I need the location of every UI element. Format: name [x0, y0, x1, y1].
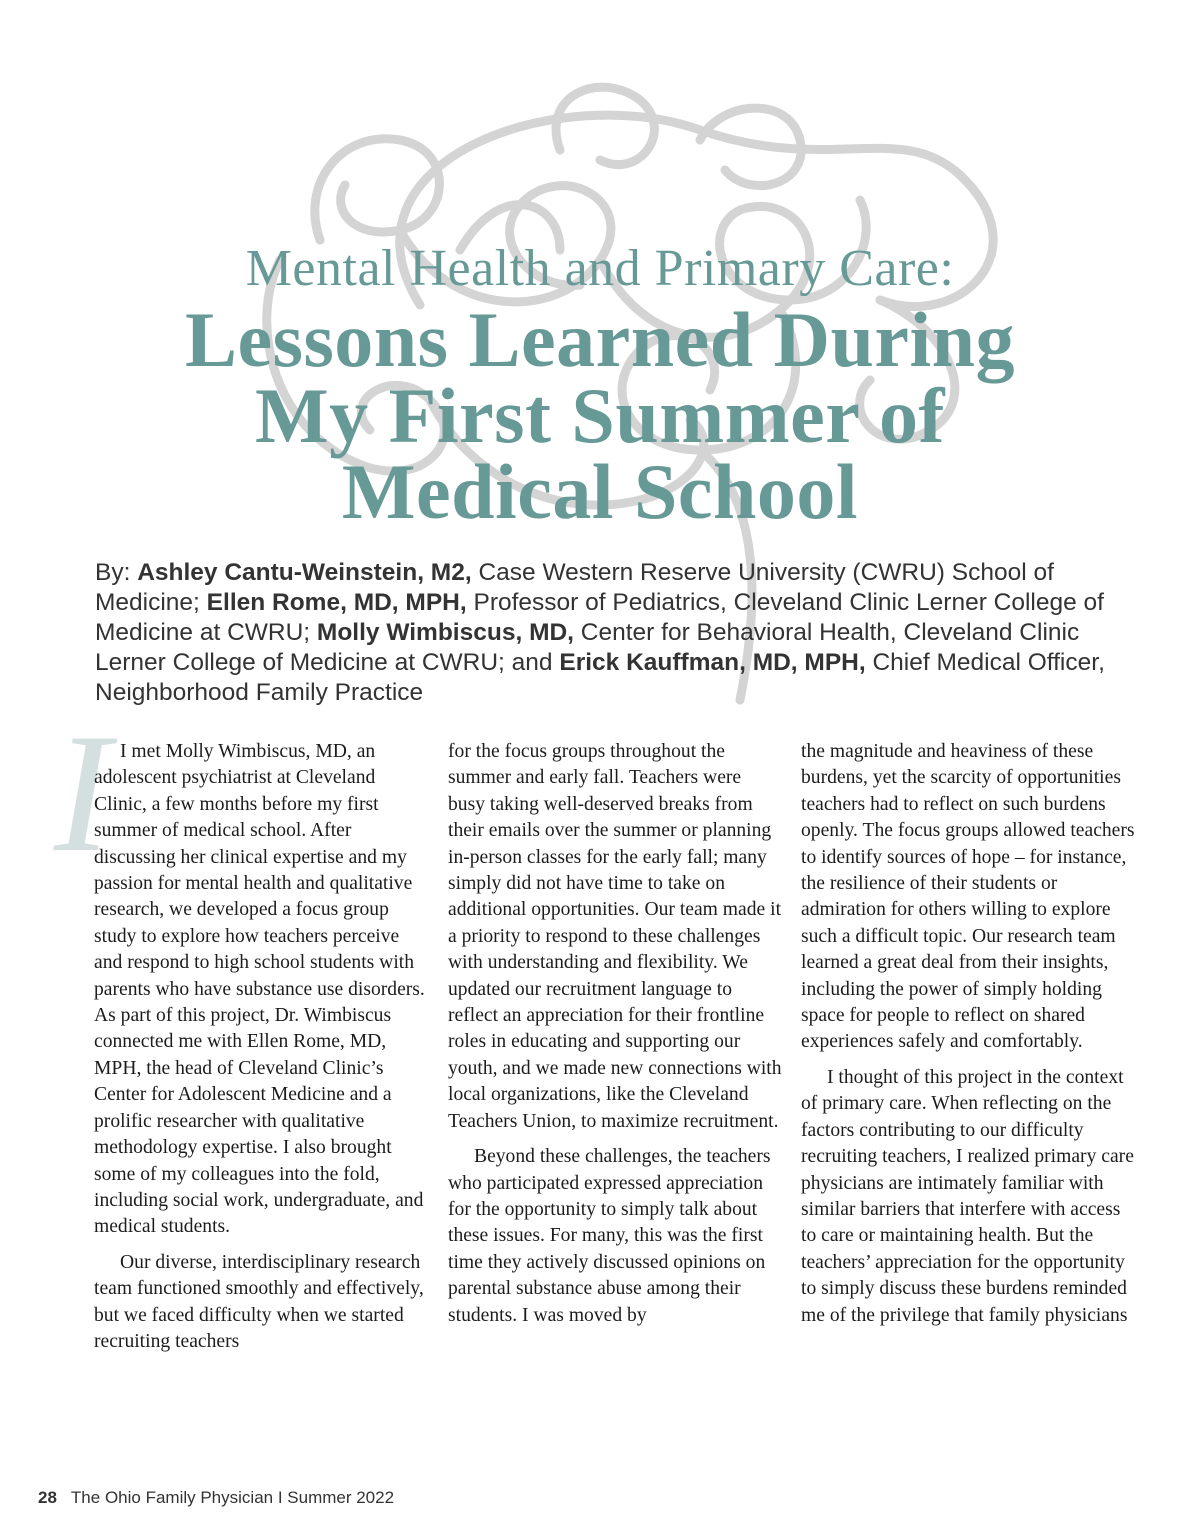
body-paragraph: the magnitude and heaviness of these burdens, yet the scarcity of opportunities teachers had to reflect on such burdens openly. The focus groups allowed teachers to identify sources of hope – for instance, the resilience of their students or admiration for others willing to explore such a difficult topic. Our research team learned a great deal from their insights, including the power of simply holding space for people to reflect on shared experiences safely and comfortably. — [801, 741, 1135, 1053]
body-paragraph: I thought of this project in the context of primary care. When reflecting on the factors contributing to our difficulty recruiting teachers, I realized primary care physicians are intimately familiar with similar barriers that interfere with access to care or maintaining health. But the teachers’ appreciation for the opportunity to simply discuss these burdens reminded me of the privilege that family physicians — [801, 1066, 1134, 1326]
page-footer — [38, 1488, 394, 1508]
body-column-3 — [801, 739, 1136, 1338]
article-headline — [60, 296, 1140, 535]
page-number: 28 — [38, 1488, 57, 1507]
headline-line: Lessons Learned During — [184, 296, 1016, 383]
headline-line: My First Summer of — [255, 372, 945, 459]
byline-prefix: By: — [95, 559, 138, 586]
author-name: Ellen Rome, MD, MPH, — [206, 589, 467, 616]
article-title-block — [60, 240, 1140, 535]
body-column-2 — [448, 739, 783, 1338]
article-kicker: Mental Health and Primary Care: — [245, 240, 955, 297]
author-affiliation: Center for Behavioral Health, Cleveland Clinic Lerner College of Medicine at CWRU; and — [95, 619, 1080, 676]
body-column-1 — [94, 739, 429, 1364]
drop-cap-letter: I — [54, 699, 111, 887]
author-affiliation: Case Western Reserve University (CWRU) School of Medicine; — [95, 559, 1054, 616]
author-name: Erick Kauffman, MD, MPH, — [559, 649, 866, 676]
author-name: Molly Wimbiscus, MD, — [316, 619, 574, 646]
headline-line: Medical School — [341, 448, 859, 535]
body-paragraph: for the focus groups throughout the summer and early fall. Teachers were busy taking well-deserved breaks from their emails over the summer or planning in-person classes for the early fall; many simply did not have time to take on additional opportunities. Our team made it a priority to respond to these challenges with understanding and flexibility. We updated our recruitment language to reflect an appreciation for their frontline roles in educating and supporting our youth, and we made new connections with local organizations, like the Cleveland Teachers Union, to maximize recruitment. — [448, 741, 782, 1132]
body-paragraph: Our diverse, interdisciplinary research team functioned smoothly and effectively, but we faced difficulty when we started recruiting teachers — [94, 1251, 424, 1352]
author-affiliation: Professor of Pediatrics, Cleveland Clinic Lerner College of Medicine at CWRU; — [95, 589, 1104, 646]
author-name: Ashley Cantu-Weinstein, M2, — [137, 559, 472, 586]
body-paragraph: Beyond these challenges, the teachers who participated expressed appreciation for the opportunity to simply talk about these issues. For many, this was the first time they actively discussed opinions on parental substance abuse among their students. I was moved by — [448, 1146, 771, 1326]
author-affiliation: Chief Medical Officer, Neighborhood Family Practice — [95, 649, 1105, 706]
publication-name: The Ohio Family Physician I Summer 2022 — [70, 1488, 395, 1507]
body-paragraph: I met Molly Wimbiscus, MD, an adolescent psychiatrist at Cleveland Clinic, a few months before my first summer of medical school. After discussing her clinical expertise and my passion for mental health and qualitative research, we developed a focus group study to explore how teachers perceive and respond to high school students with parents who have substance use disorders. As part of this project, Dr. Wimbiscus connected me with Ellen Rome, MD, MPH, the head of Cleveland Clinic’s Center for Adolescent Medicine and a prolific researcher with qualitative methodology expertise. I also brought some of my colleagues into the fold, including social work, undergraduate, and medical students. — [94, 741, 425, 1238]
author-byline — [95, 558, 1145, 708]
